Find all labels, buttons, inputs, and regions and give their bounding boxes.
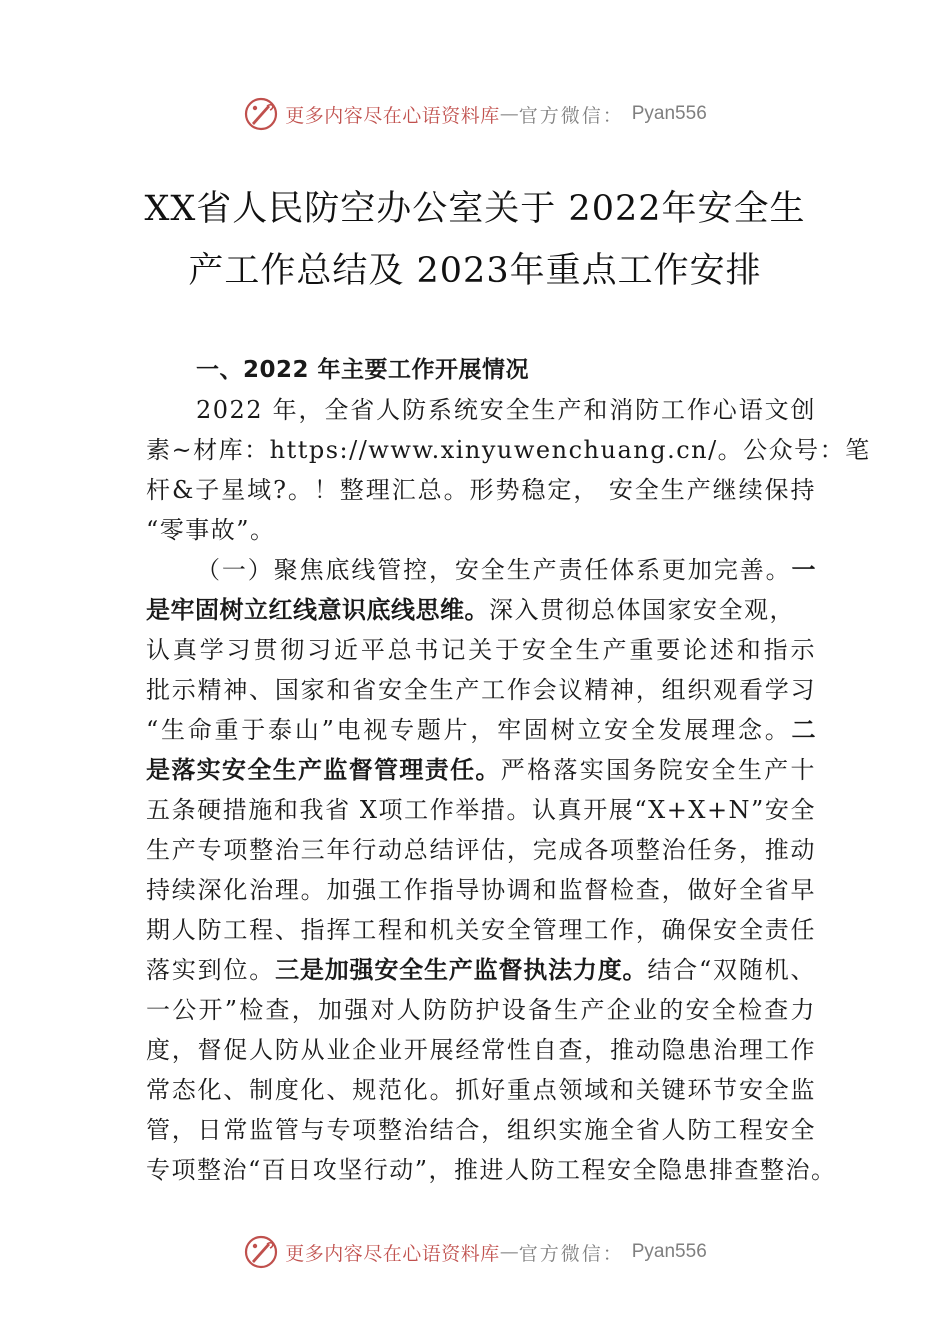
document-title-line-2: 产工作总结及 2023年重点工作安排 bbox=[188, 251, 762, 291]
banner-wechat-label: 官方微信： bbox=[518, 104, 624, 127]
paragraph-text: 深入贯彻总体国家安全观， bbox=[489, 596, 795, 624]
paragraph-line: 期人防工程、指挥工程和机关安全管理工作，确保安全责任 bbox=[146, 916, 816, 944]
quill-pen-logo-icon bbox=[243, 96, 279, 132]
paragraph-line bbox=[146, 950, 816, 990]
banner-site-name: 更多内容尽在心语资料库 bbox=[285, 104, 500, 127]
paragraph-text: 落实到位。 bbox=[146, 956, 276, 984]
paragraph-text: “生命重于泰山”电视专题片，牢固树立安全发展理念。 bbox=[146, 716, 792, 744]
document-title-line-1: XX省人民防空办公室关于 2022年安全生 bbox=[144, 189, 806, 229]
paragraph-line: “零事故”。 bbox=[146, 516, 276, 544]
paragraph-line bbox=[146, 710, 816, 750]
banner-wechat-id: Pyan556 bbox=[631, 1241, 707, 1262]
paragraph-line: 2022 年，全省人防系统安全生产和消防工作心语文创 bbox=[196, 396, 816, 424]
quill-pen-logo-icon bbox=[243, 1234, 279, 1270]
banner-site-name: 更多内容尽在心语资料库 bbox=[285, 1242, 500, 1265]
bold-lead: 一 bbox=[791, 556, 816, 584]
bold-lead: 是牢固树立红线意识底线思维。 bbox=[146, 596, 489, 624]
paragraph-line: 素~材库：https://www.xinyuwenchuang.cn/。公众号：笔 bbox=[146, 436, 871, 464]
paragraph-line: 管，日常监管与专项整治结合，组织实施全省人防工程安全 bbox=[146, 1116, 816, 1144]
paragraph-line: 一公开”检查，加强对人防防护设备生产企业的安全检查力 bbox=[146, 996, 816, 1024]
paragraph-line: 度，督促人防从业企业开展经常性自查，推动隐患治理工作 bbox=[146, 1036, 816, 1064]
paragraph-line bbox=[146, 590, 816, 630]
paragraph-line: 五条硬措施和我省 X项工作举措。认真开展“X+X+N”安全 bbox=[146, 796, 816, 824]
subsection-heading: （一）聚焦底线管控，安全生产责任体系更加完善。 bbox=[196, 556, 792, 584]
footer-banner bbox=[0, 1232, 950, 1272]
paragraph-text: 结合“双随机、 bbox=[647, 956, 817, 984]
bold-lead: 三是加强安全生产监督执法力度。 bbox=[275, 956, 648, 984]
bold-lead: 二 bbox=[791, 716, 816, 744]
banner-wechat-label: 官方微信： bbox=[518, 1242, 624, 1265]
section-heading: 一、2022 年主要工作开展情况 bbox=[196, 357, 530, 383]
paragraph-line: 常态化、制度化、规范化。抓好重点领域和关键环节安全监 bbox=[146, 1076, 816, 1104]
paragraph-text: 严格落实国务院安全生产十 bbox=[500, 756, 817, 784]
bold-lead: 是落实安全生产监督管理责任。 bbox=[146, 756, 501, 784]
paragraph-line: 认真学习贯彻习近平总书记关于安全生产重要论述和指示 bbox=[146, 636, 816, 664]
paragraph-line: 杆&子星域?。！整理汇总。形势稳定， 安全生产继续保持 bbox=[146, 476, 816, 504]
paragraph-line: 生产专项整治三年行动总结评估，完成各项整治任务，推动 bbox=[146, 836, 816, 864]
banner-wechat-id: Pyan556 bbox=[631, 103, 707, 124]
paragraph-line: 批示精神、国家和省安全生产工作会议精神，组织观看学习 bbox=[146, 676, 816, 704]
paragraph-line: 持续深化治理。加强工作指导协调和监督检查，做好全省早 bbox=[146, 876, 816, 904]
paragraph-line bbox=[146, 750, 816, 790]
paragraph-line: 专项整治“百日攻坚行动”，推进人防工程安全隐患排查整治。 bbox=[146, 1156, 837, 1184]
banner-dash: — bbox=[499, 103, 519, 125]
paragraph-line bbox=[196, 550, 816, 590]
banner-dash: — bbox=[499, 1241, 519, 1263]
header-banner bbox=[0, 94, 950, 134]
